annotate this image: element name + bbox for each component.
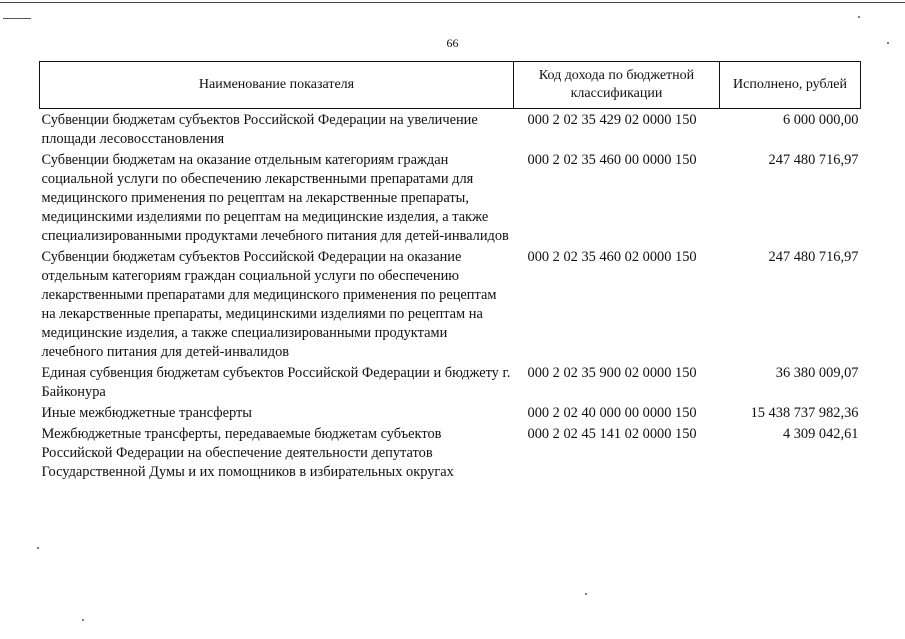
table-row: [40, 402, 861, 423]
table-row: [40, 149, 861, 246]
row-amount: 4 309 042,61: [782, 426, 859, 442]
row-name: Субвенции бюджетам субъектов Российской Федерации на оказание отдельным категориям граждан социальной услуги по обеспечению лекарственными препаратами для медицинского применения по рецептам на лекарственные препараты, медицинскими изделиями по рецептам на медицинские изделия, а также специализированными продуктами лечебного питания для детей-инвалидов: [41, 249, 497, 360]
row-name: Субвенции бюджетам на оказание отдельным категориям граждан социальной услуги по обеспечению лекарственными препаратами для медицинского применения по рецептам на лекарственные препараты, медицинскими изделиями по рецептам на медицинские изделия, а также специализированными продуктами лечебного питания для детей-инвалидов: [41, 152, 509, 244]
row-code: 000 2 02 35 429 02 0000 150: [527, 112, 697, 128]
row-code: 000 2 02 35 460 00 0000 150: [527, 152, 697, 168]
row-amount: 36 380 009,07: [775, 365, 859, 381]
row-name: Межбюджетные трансферты, передаваемые бюджетам субъектов Российской Федерации на обеспечение деятельности депутатов Государственной Думы и их помощников в избирательных округах: [41, 426, 454, 480]
row-code: 000 2 02 35 900 02 0000 150: [527, 365, 697, 381]
row-name: Единая субвенция бюджетам субъектов Российской Федерации и бюджету г. Байконура: [41, 365, 511, 400]
scan-speck: [82, 619, 84, 621]
budget-table: [39, 61, 861, 482]
scan-speck: [37, 547, 39, 549]
row-amount: 15 438 737 982,36: [750, 405, 859, 421]
row-name: Иные межбюджетные трансферты: [41, 405, 252, 421]
row-amount: 247 480 716,97: [768, 249, 859, 265]
scan-margin-mark: [3, 18, 31, 19]
header-code: Код дохода по бюджетной классификации: [514, 62, 720, 109]
header-amount: Исполнено, рублей: [720, 62, 861, 109]
table-header-row: [40, 62, 861, 109]
table-row: [40, 362, 861, 402]
scan-speck: [585, 593, 587, 595]
table-row: [40, 423, 861, 482]
row-amount: 247 480 716,97: [768, 152, 859, 168]
row-name: Субвенции бюджетам субъектов Российской Федерации на увеличение площади лесовосстановления: [41, 112, 478, 147]
scan-top-edge: [0, 2, 905, 3]
scan-speck: [858, 16, 860, 18]
row-amount: 6 000 000,00: [782, 112, 859, 128]
table-row: [40, 246, 861, 362]
row-code: 000 2 02 45 141 02 0000 150: [527, 426, 697, 442]
table-row: [40, 109, 861, 150]
header-name: Наименование показателя: [40, 62, 514, 109]
page-number: 66: [446, 36, 459, 50]
row-code: 000 2 02 40 000 00 0000 150: [527, 405, 697, 421]
row-code: 000 2 02 35 460 02 0000 150: [527, 249, 697, 265]
